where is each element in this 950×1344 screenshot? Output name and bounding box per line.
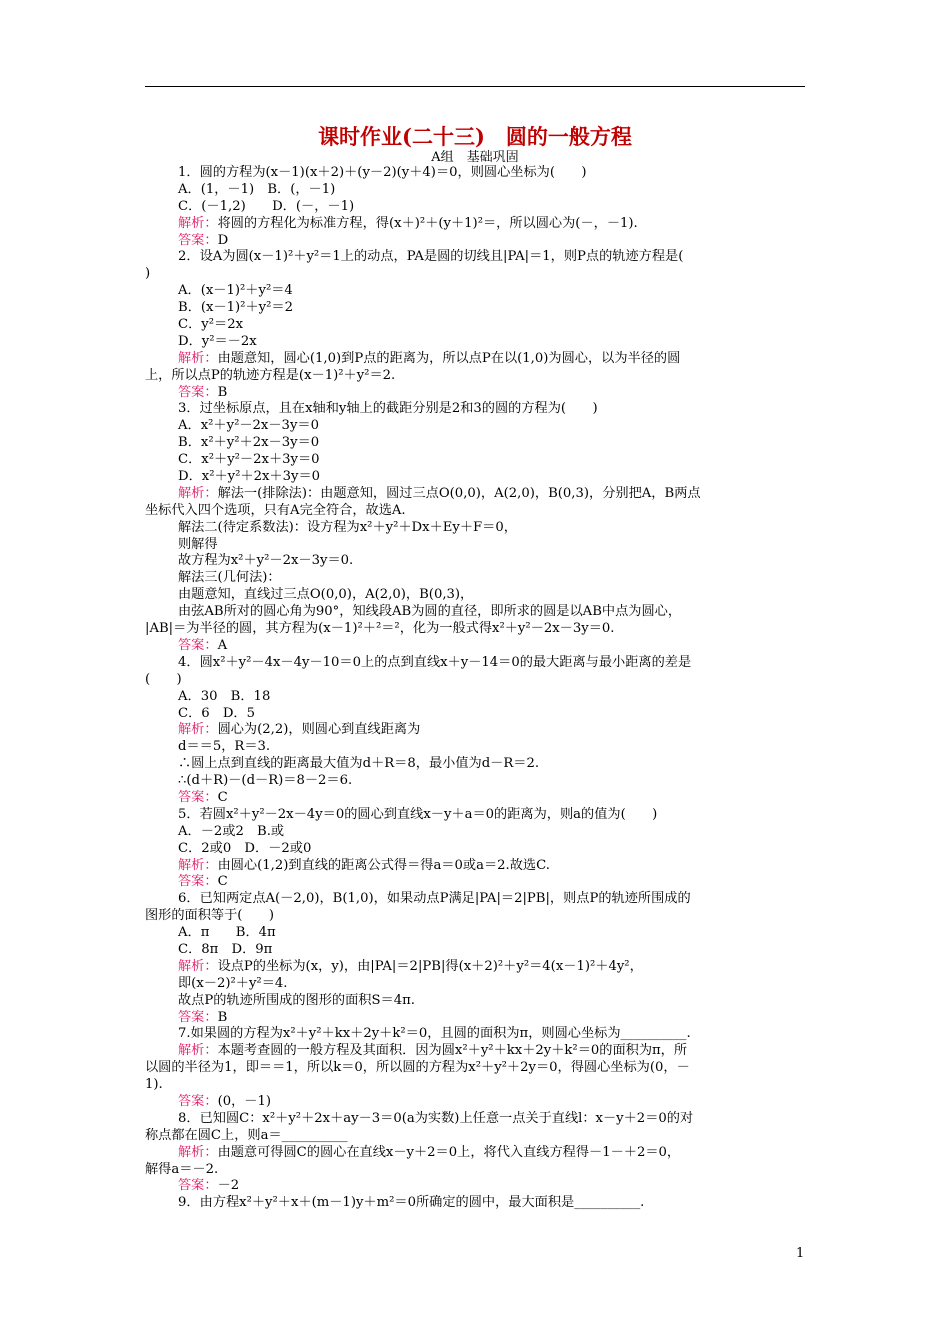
answer-label: 答案： [178,1178,218,1194]
line-text: 5．若圆x²＋y²－2x－4y＝0的圆心到直线x－y＋a＝0的距离为，则a的值为( ) [178,806,658,822]
page-number: 1 [796,1246,805,1261]
text-line [145,824,807,841]
text-line [145,570,807,587]
line-text: C．x²＋y²－2x＋3y＝0 [178,452,320,468]
text-line [145,351,807,368]
text-line [145,807,807,824]
line-text: 由圆心(1,2)到直线的距离公式得＝得a＝0或a＝2.故选C. [217,857,550,873]
text-line [145,1043,807,1060]
text-line [145,942,807,959]
text-line [145,672,807,689]
analysis-label: 解析： [178,1043,218,1059]
text-line [145,908,807,925]
text-line [145,706,807,723]
text-line [145,1162,807,1179]
text-line [145,469,807,486]
line-text: C．6 D．5 [178,705,256,721]
text-line [145,199,807,216]
text-line [145,756,807,773]
line-text: 称点都在圆C上，则a＝__________ [145,1127,348,1143]
text-line [145,1060,807,1077]
line-text: C．8π D．9π [178,941,273,957]
line-text: C．y²＝2x [178,317,244,333]
line-text: B [217,384,228,400]
text-line [145,537,807,554]
line-text: 由题意知，圆心(1,0)到P点的距离为，所以点P在以(1,0)为圆心，以为半径的圆 [217,350,681,366]
line-text: 3．过坐标原点，且在x轴和y轴上的截距分别是2和3的圆的方程为( ) [178,401,598,417]
line-text: 解法三(几何法)： [178,570,281,586]
text-line [145,452,807,469]
answer-label: 答案： [178,874,218,890]
line-text: C．2或0 D．－2或0 [178,840,312,856]
text-line [145,486,807,503]
line-text: 图形的面积等于( ) [145,908,274,924]
text-line [145,841,807,858]
line-text: C [217,874,228,890]
answer-label: 答案： [178,232,218,248]
text-line [145,621,807,638]
text-line [145,1026,807,1043]
text-line [145,993,807,1010]
text-line [145,604,807,621]
text-line [145,216,807,233]
analysis-label: 解析： [178,215,218,231]
line-text: －2 [217,1178,240,1194]
line-text: A．(1，－1) B．(，－1) [178,181,336,197]
text-line [145,1145,807,1162]
line-text: 上，所以点P的轨迹方程是(x－1)²＋y²＝2. [145,367,396,383]
text-line [145,266,807,283]
text-line [145,1010,807,1027]
analysis-label: 解析： [178,350,218,366]
text-line [145,959,807,976]
text-line [145,317,807,334]
page-title: 课时作业(二十三) 圆的一般方程 [318,124,632,149]
text-line [145,773,807,790]
analysis-label: 解析： [178,722,218,738]
analysis-label: 解析： [178,958,218,974]
text-line [145,182,807,199]
line-text: A．π B．4π [178,925,276,941]
line-text: 7.如果圆的方程为x²＋y²＋kx＋2y＋k²＝0，且圆的面积为π，则圆心坐标为__________. [178,1026,691,1042]
line-text: ( ) [145,671,182,687]
line-text: 本题考查圆的一般方程及其面积．因为圆x²＋y²＋kx＋2y＋k²＝0的面积为π，所 [217,1043,688,1059]
line-text: 以圆的半径为1，即＝＝1，所以k＝0，所以圆的方程为x²＋y²＋2y＝0，得圆心坐标为(0，－ [145,1060,690,1076]
line-text: 由题意知，直线过三点O(0,0)，A(2,0)，B(0,3)， [178,587,474,603]
answer-label: 答案： [178,789,218,805]
text-line [145,520,807,537]
line-text: 即(x－2)²＋y²＝4. [178,975,288,991]
text-line [145,233,807,250]
line-text: 故点P的轨迹所围成的图形的面积S＝4π. [178,992,415,1008]
text-line [145,1111,807,1128]
text-line [145,300,807,317]
line-text: A．－2或2 B.或 [178,823,285,839]
text-line [145,587,807,604]
text-line [145,1195,807,1212]
line-text: B．x²＋y²＋2x－3y＝0 [178,435,320,451]
text-line [145,165,807,182]
line-text: 1．圆的方程为(x－1)(x＋2)＋(y－2)(y＋4)＝0，则圆心坐标为( ) [178,165,587,180]
text-line [145,249,807,266]
line-text: 圆心为(2,2)，则圆心到直线距离为 [217,722,421,738]
line-text: C [217,789,228,805]
answer-label: 答案： [178,1093,218,1109]
text-line [145,503,807,520]
text-line [145,858,807,875]
text-line [145,891,807,908]
text-line [145,283,807,300]
line-text: ∴圆上点到直线的距离最大值为d＋R＝8，最小值为d－R＝2. [178,756,540,772]
text-line [145,638,807,655]
line-text: A [217,637,228,653]
line-text: D．x²＋y²＋2x＋3y＝0 [178,469,321,485]
text-line [145,1178,807,1195]
line-text: ) [145,266,151,282]
text-line [145,553,807,570]
line-text: 由弦AB所对的圆心角为90°，知线段AB为圆的直径，即所求的圆是以AB中点为圆心， [178,604,682,620]
line-text: (0，－1) [217,1093,272,1109]
line-text: 解法一(排除法)：由题意知，圆过三点O(0,0)，A(2,0)，B(0,3)，分别把A，B两点 [217,485,701,501]
text-line [145,1128,807,1145]
line-text: 设点P的坐标为(x，y)，由|PA|＝2|PB|得(x＋2)²＋y²＝4(x－1)²＋4y²， [217,958,643,974]
line-text: C．(－1,2) D．(－，－1) [178,198,355,214]
line-text: 则解得 [178,536,218,552]
answer-label: 答案： [178,637,218,653]
line-text: A．(x－1)²＋y²＝4 [178,283,293,299]
text-line [145,1094,807,1111]
line-text: D．y²＝－2x [178,333,257,349]
text-line [145,925,807,942]
text-line [145,1077,807,1094]
analysis-label: 解析： [178,857,218,873]
line-text: ∴(d＋R)－(d－R)＝8－2＝6. [178,773,353,789]
line-text: 将圆的方程化为标准方程，得(x＋)²＋(y＋1)²＝，所以圆心为(－，－1). [217,215,638,231]
line-text: B [217,1009,228,1025]
line-text: 解法二(待定系数法)：设方程为x²＋y²＋Dx＋Ey＋F＝0， [178,519,517,535]
text-line [145,655,807,672]
text-line [145,790,807,807]
exercise-body [145,165,807,1212]
line-text: A．x²＋y²－2x－3y＝0 [178,418,319,434]
line-text: D [217,232,229,248]
line-text: 6．已知两定点A(－2,0)，B(1,0)，如果动点P满足|PA|＝2|PB|，则点P的轨迹所围成的 [178,891,691,907]
line-text: 故方程为x²＋y²－2x－3y＝0. [178,553,354,569]
line-text: 9．由方程x²＋y²＋x＋(m－1)y＋m²＝0所确定的圆中，最大面积是__________. [178,1195,645,1211]
text-line [145,722,807,739]
answer-label: 答案： [178,384,218,400]
text-line [145,976,807,993]
line-text: 解得a＝－2. [145,1161,219,1177]
line-text: 2．设A为圆(x－1)²＋y²＝1上的动点，PA是圆的切线且|PA|＝1，则P点的轨迹方程是( [178,249,684,265]
text-line [145,689,807,706]
analysis-label: 解析： [178,485,218,501]
section-subtitle: A组 基础巩固 [431,150,519,165]
text-line [145,874,807,891]
line-text: A．30 B．18 [178,688,271,704]
text-line [145,334,807,351]
line-text: 由题意可得圆C的圆心在直线x－y＋2＝0上，将代入直线方程得－1－＋2＝0， [217,1144,681,1160]
line-text: B．(x－1)²＋y²＝2 [178,300,293,316]
text-line [145,385,807,402]
line-text: 8．已知圆C：x²＋y²＋2x＋ay－3＝0(a为实数)上任意一点关于直线l：x－y＋2＝0的对 [178,1110,694,1126]
text-line [145,435,807,452]
line-text: 4．圆x²＋y²－4x－4y－10＝0上的点到直线x＋y－14＝0的最大距离与最小距离的差是 [178,654,692,670]
text-line [145,418,807,435]
text-line [145,401,807,418]
line-text: 1). [145,1077,163,1093]
line-text: 坐标代入四个选项，只有A完全符合，故选A. [145,502,406,518]
analysis-label: 解析： [178,1144,218,1160]
answer-label: 答案： [178,1009,218,1025]
header-rule [145,86,805,87]
text-line [145,739,807,756]
line-text: d＝＝5，R＝3. [178,739,271,755]
text-line [145,368,807,385]
line-text: |AB|＝为半径的圆，其方程为(x－1)²＋²＝²，化为一般式得x²＋y²－2x－3y＝0. [145,621,615,637]
